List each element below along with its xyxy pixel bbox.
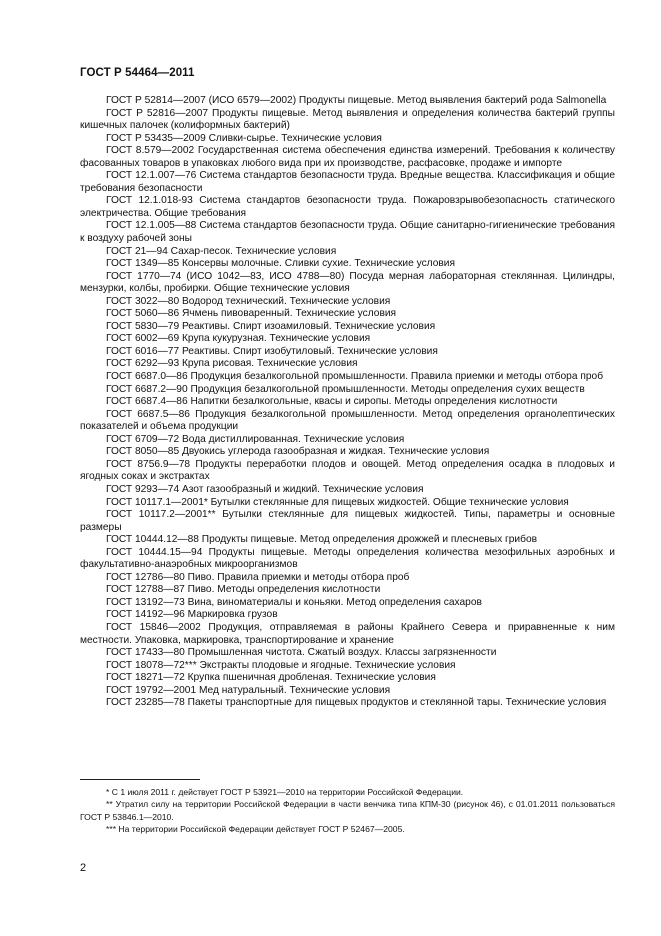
- reference-item: ГОСТ 12786—80 Пиво. Правила приемки и методы отбора проб: [106, 571, 410, 583]
- reference-item: ГОСТ Р 52814—2007 (ИСО 6579—2002) Продукты пищевые. Метод выявления бактерий рода Salmonella: [106, 95, 607, 106]
- reference-item: ГОСТ 8.579—2002 Государственная система обеспечения единства измерений. Требования к количеству фасованных товаров в упаковках любого вида при их производстве, расфасовке, продаже и импорте: [80, 145, 615, 169]
- footnotes-list: [80, 786, 615, 836]
- reference-item: ГОСТ 10444.15—94 Продукты пищевые. Методы определения количества мезофильных аэробных и факультативно-анаэробных микроорганизмов: [80, 546, 615, 571]
- reference-item: ГОСТ 6687.2—90 Продукция безалкогольной промышленности. Методы определения сухих веществ: [106, 383, 585, 395]
- reference-item: ГОСТ 12.1.007—76 Система стандартов безопасности труда. Вредные вещества. Классификация и общие требования безопасности: [80, 170, 615, 194]
- reference-item: ГОСТ 18271—72 Крупка пшеничная дробленая. Технические условия: [106, 672, 436, 684]
- reference-item: ГОСТ 14192—96 Маркировка грузов: [106, 609, 278, 621]
- reference-item: ГОСТ 10444.12—88 Продукты пищевые. Метод определения дрожжей и плесневых грибов: [106, 534, 538, 546]
- reference-item: ГОСТ 12.1.005—88 Система стандартов безопасности труда. Общие санитарно-гигиенические требования к воздуху рабочей зоны: [80, 220, 615, 245]
- reference-item: ГОСТ 15846—2002 Продукция, отправляемая в районы Крайнего Севера и приравненные к ним местности. Упаковка, маркировка, транспортирование и хранение: [80, 621, 615, 646]
- footnote-item: *** На территории Российской Федерации действует ГОСТ Р 52467—2005.: [106, 824, 405, 835]
- reference-item: ГОСТ 5830—79 Реактивы. Спирт изоамиловый. Технические условия: [106, 320, 436, 332]
- reference-item: ГОСТ 12.1.018-93 Система стандартов безопасности труда. Пожаровзрывобезопасность статического электричества. Общие требования: [80, 195, 615, 219]
- footnote-item: * С 1 июля 2011 г. действует ГОСТ Р 53921—2010 на территории Российской Федерации.: [106, 787, 464, 797]
- reference-item: ГОСТ Р 53435—2009 Сливки-сырье. Технические условия: [106, 132, 382, 144]
- reference-item: ГОСТ 23285—78 Пакеты транспортные для пищевых продуктов и стеклянной тары. Технические условия: [106, 697, 607, 709]
- reference-item: ГОСТ 12788—87 Пиво. Методы определения кислотности: [106, 584, 381, 596]
- reference-item: ГОСТ Р 52816—2007 Продукты пищевые. Метод выявления и определения количества бактерий группы кишечных палочек (колиформных бактерий): [80, 107, 615, 132]
- reference-item: ГОСТ 6002—69 Крупа кукурузная. Технические условия: [106, 333, 371, 345]
- reference-item: ГОСТ 1349—85 Консервы молочные. Сливки сухие. Технические условия: [106, 258, 456, 270]
- reference-item: ГОСТ 1770—74 (ИСО 1042—83, ИСО 4788—80) Посуда мерная лабораторная стеклянная. Цилиндры, мензурки, колбы, пробирки. Общие технические условия: [80, 270, 615, 295]
- reference-item: ГОСТ 6687.5—86 Продукция безалкогольной промышленности. Метод определения органолептических показателей и объема продукции: [80, 408, 615, 433]
- footnote-divider: [80, 779, 200, 780]
- reference-item: ГОСТ 6016—77 Реактивы. Спирт изобутиловый. Технические условия: [106, 345, 438, 357]
- reference-item: ГОСТ 3022—80 Водород технический. Технические условия: [106, 295, 391, 307]
- reference-item: ГОСТ 6687.4—86 Напитки безалкогольные, квасы и сиропы. Методы определения кислотности: [106, 396, 558, 408]
- reference-item: ГОСТ 6292—93 Крупа рисовая. Технические условия: [106, 358, 358, 370]
- reference-item: ГОСТ 19792—2001 Мед натуральный. Технические условия: [106, 684, 391, 696]
- page-number: 2: [80, 862, 87, 874]
- reference-item: ГОСТ 6687.0—86 Продукция безалкогольной промышленности. Правила приемки и методы отбора проб: [106, 371, 604, 383]
- reference-item: ГОСТ 5060—86 Ячмень пивоваренный. Технические условия: [106, 308, 397, 320]
- reference-item: ГОСТ 10117.1—2001* Бутылки стеклянные для пищевых жидкостей. Общие технические условия: [106, 496, 569, 508]
- reference-item: ГОСТ 6709—72 Вода дистиллированная. Технические условия: [106, 433, 405, 445]
- normative-references-list: [80, 95, 615, 710]
- reference-item: ГОСТ 9293—74 Азот газообразный и жидкий. Технические условия: [106, 483, 424, 495]
- document-header: ГОСТ Р 54464—2011: [80, 67, 195, 79]
- reference-item: ГОСТ 8050—85 Двуокись углерода газообразная и жидкая. Технические условия: [106, 446, 490, 458]
- reference-item: ГОСТ 18078—72*** Экстракты плодовые и ягодные. Технические условия: [106, 659, 456, 671]
- reference-item: ГОСТ 8756.9—78 Продукты переработки плодов и овощей. Метод определения осадка в плодовых и ягодных соках и экстрактах: [80, 458, 615, 483]
- footnote-item: ** Утратил силу на территории Российской Федерации в части венчика типа КПМ-30 (рисунок 46), с 01.01.2011 пользоваться ГОСТ Р 53846.1—2010.: [80, 799, 615, 822]
- reference-item: ГОСТ 17433—80 Промышленная чистота. Сжатый воздух. Классы загрязненности: [106, 647, 497, 659]
- reference-item: ГОСТ 13192—73 Вина, виноматериалы и коньяки. Метод определения сахаров: [106, 596, 482, 608]
- reference-item: ГОСТ 10117.2—2001** Бутылки стеклянные для пищевых жидкостей. Типы, параметры и основные размеры: [80, 509, 615, 533]
- reference-item: ГОСТ 21—94 Сахар-песок. Технические условия: [106, 245, 337, 257]
